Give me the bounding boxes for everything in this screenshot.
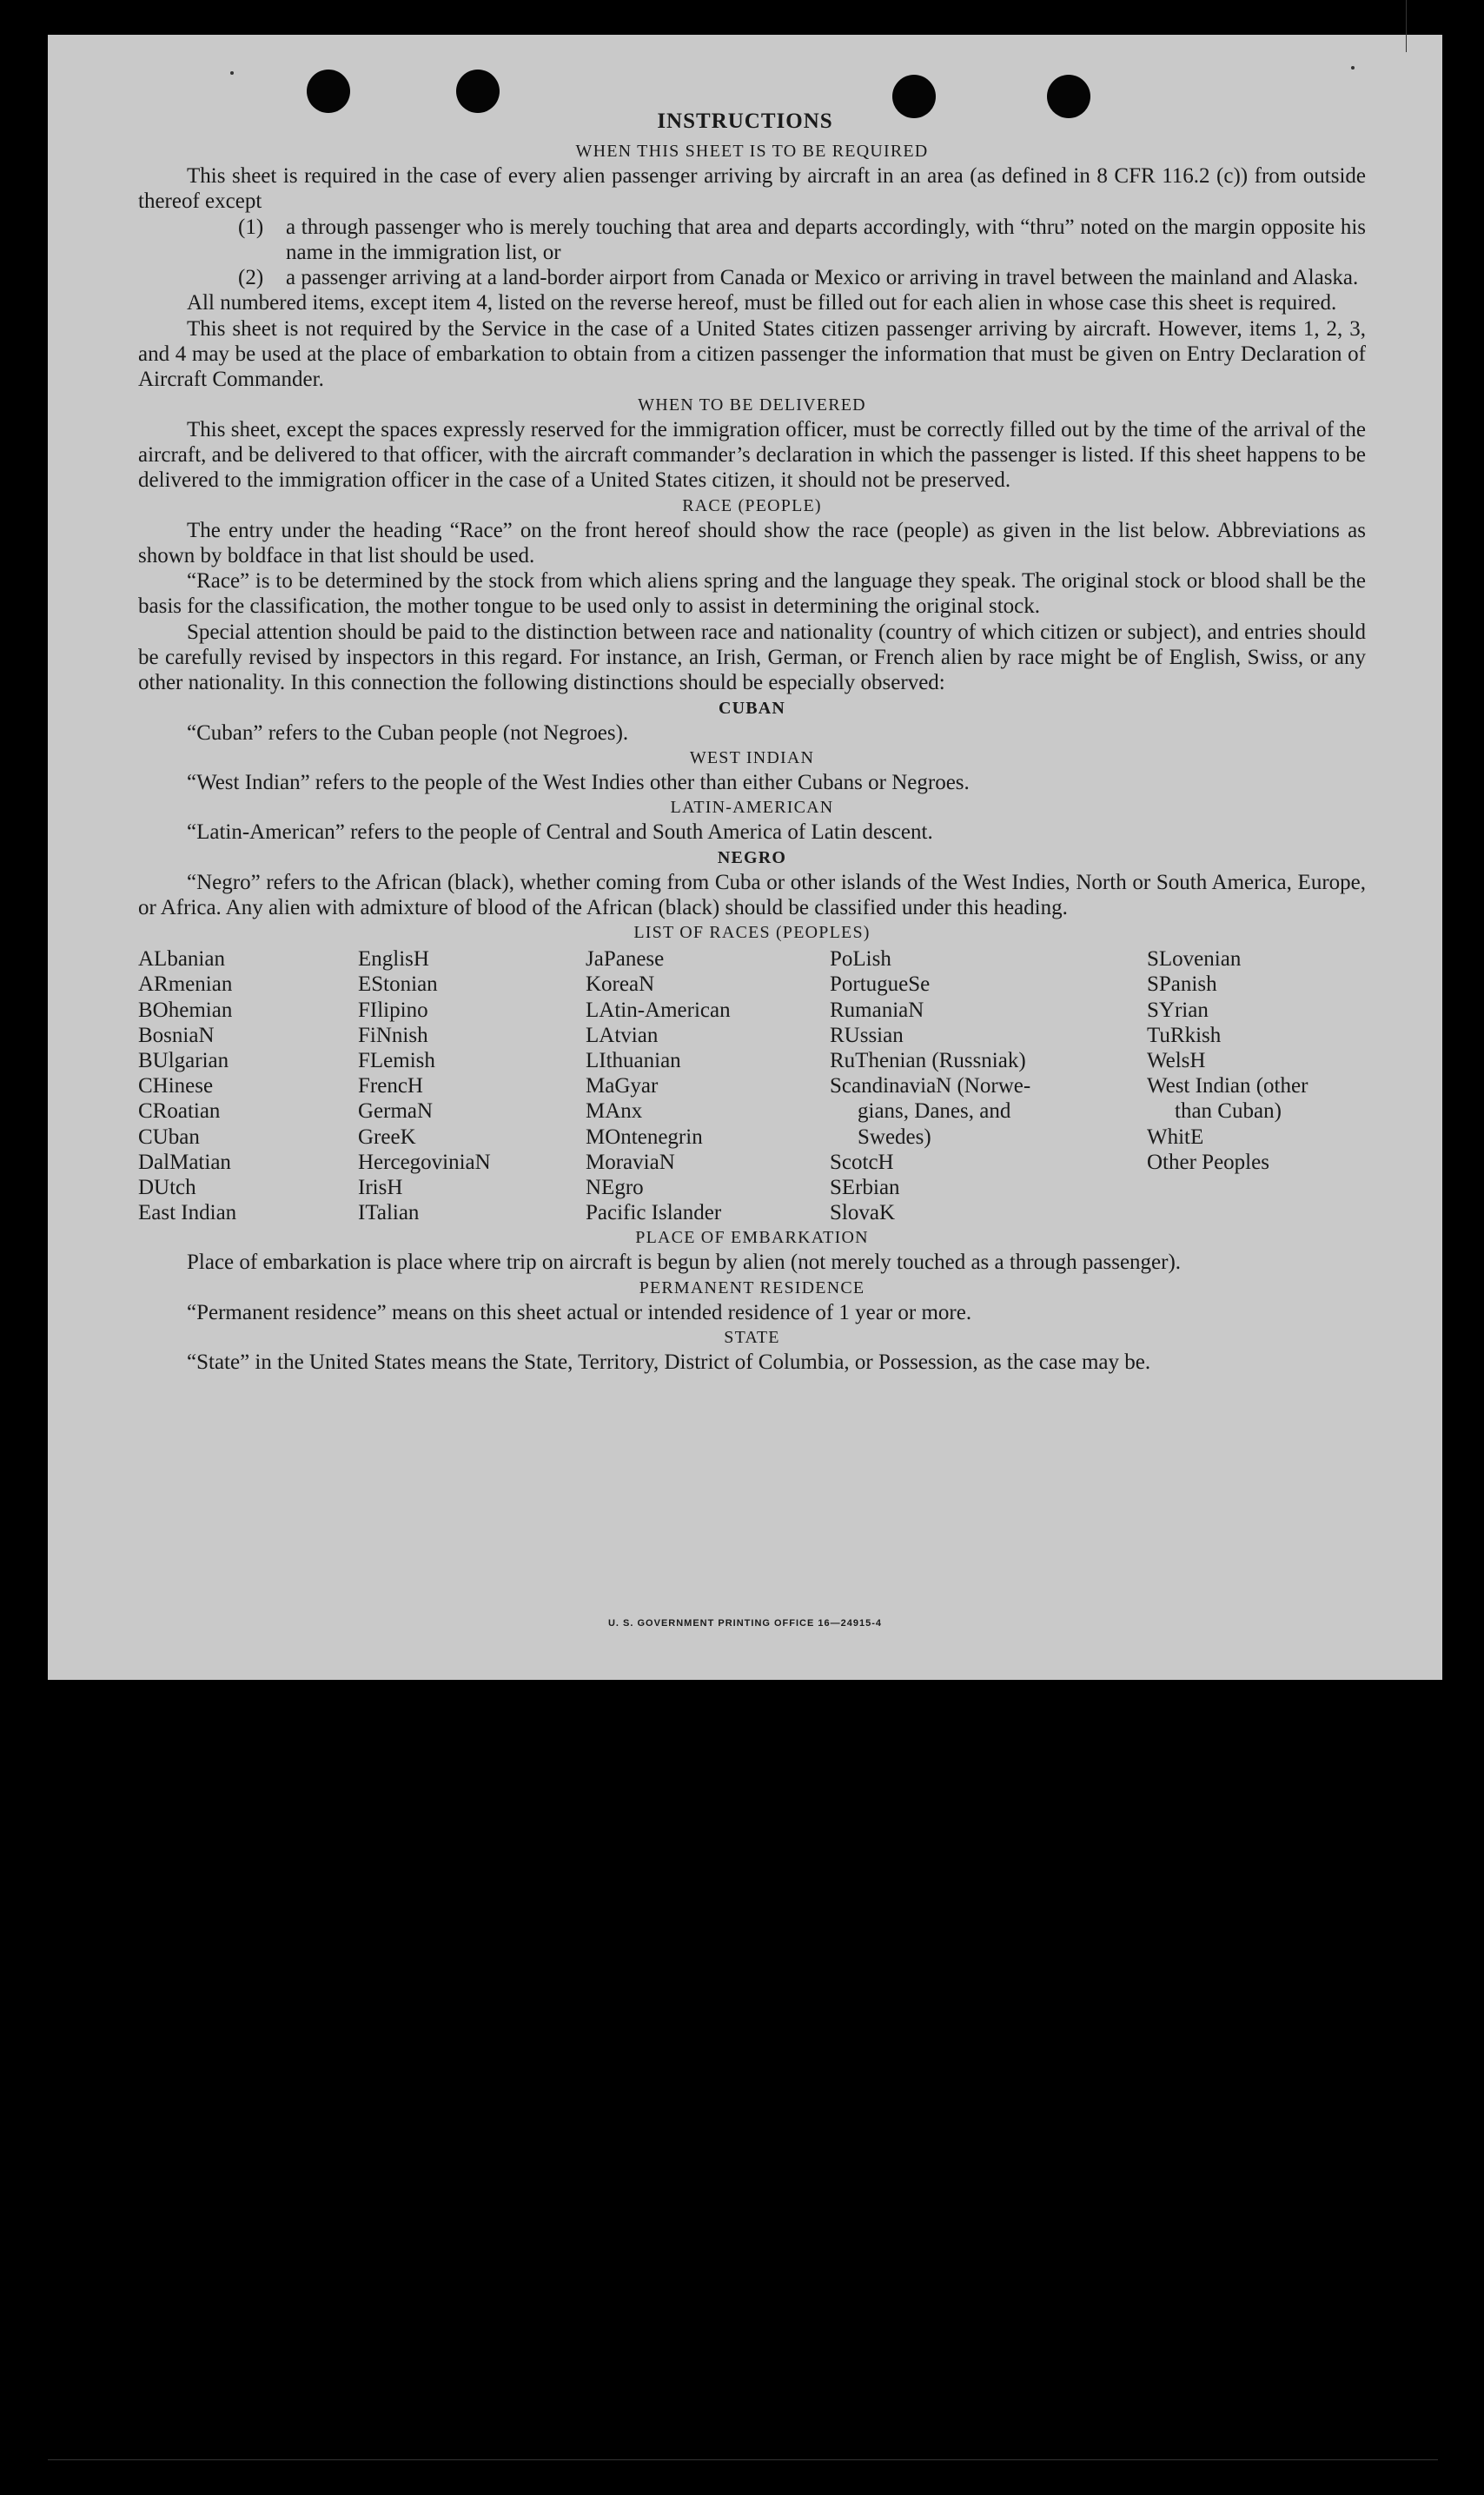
- race-entry: ITalian: [358, 1201, 420, 1225]
- race-entry: GermaN: [358, 1099, 434, 1124]
- race-entry: ScandinaviaN (Norwe-: [830, 1074, 1031, 1098]
- paragraph: Special attention should be paid to the distinction between race and nationality (country of which citizen or subject), and entries should be carefully revised by inspectors in this regard. For instance, an Irish, German, or French alien by race might be of English, Swiss, or any other nationality. In this connection the following distinctions should be especially observed:: [138, 620, 1366, 695]
- document-body: [138, 139, 1366, 1375]
- race-entry-continued: than Cuban): [1175, 1099, 1282, 1124]
- heading-when-delivered: WHEN TO BE DELIVERED: [638, 395, 866, 415]
- race-entry: CRoatian: [138, 1099, 221, 1124]
- item-text: a passenger arriving at a land-border airport from Canada or Mexico or arriving in travel between the mainland and Alaska.: [286, 266, 1359, 290]
- punch-hole: [307, 70, 350, 113]
- race-entry: EStonian: [358, 972, 438, 997]
- race-entry: FLemish: [358, 1048, 435, 1072]
- race-entry: FrencH: [358, 1074, 423, 1098]
- race-entry: LIthuanian: [586, 1048, 681, 1072]
- race-entry: BOhemian: [138, 998, 233, 1022]
- race-entry: DalMatian: [138, 1150, 231, 1174]
- heading-west-indian: WEST INDIAN: [689, 747, 815, 767]
- race-entry: West Indian (other: [1147, 1074, 1308, 1098]
- race-entry: SPanish: [1147, 972, 1217, 997]
- race-entry: SYrian: [1147, 998, 1209, 1022]
- scan-artifact-line: [1406, 0, 1407, 52]
- item-number: (1): [238, 215, 264, 239]
- race-entry: PortugueSe: [830, 972, 931, 997]
- speck: [230, 71, 234, 75]
- list-item: [238, 215, 1366, 266]
- heading-negro: NEGRO: [717, 847, 787, 867]
- item-text: a through passenger who is merely touching that area and departs accordingly, with “thru” noted on the margin opposite his name in the immigration list, or: [286, 215, 1366, 264]
- paragraph: This sheet is not required by the Service in the case of a United States citizen passenger arriving by aircraft. However, items 1, 2, 3, and 4 may be used at the place of embarkation to obtain from a citizen passenger the information that must be given on Entry Declaration of Aircraft Commander.: [138, 316, 1366, 392]
- paragraph: “State” in the United States means the State, Territory, District of Columbia, or Possession, as the case may be.: [187, 1350, 1151, 1374]
- race-entry: LAtvian: [586, 1023, 659, 1047]
- paragraph: “Permanent residence” means on this sheet actual or intended residence of 1 year or more.: [187, 1300, 972, 1324]
- race-entry: JaPanese: [586, 947, 665, 972]
- scan-artifact-line: [48, 2459, 1438, 2460]
- heading-state: STATE: [724, 1327, 780, 1347]
- races-column-2: [358, 946, 586, 1225]
- race-entry: EnglisH: [358, 947, 429, 972]
- race-entry: SErbian: [830, 1175, 900, 1199]
- race-entry: TuRkish: [1147, 1023, 1222, 1047]
- race-entry: LAtin-American: [586, 998, 731, 1022]
- race-entry: MOntenegrin: [586, 1125, 703, 1149]
- race-entry: SLovenian: [1147, 947, 1242, 972]
- paragraph: This sheet, except the spaces expressly reserved for the immigration officer, must be correctly filled out by the time of the arrival of the aircraft, and be delivered to that officer, with the aircraft commander’s declaration in which the passenger is listed. If this sheet happens to be delivered to the immigration officer in the case of a United States citizen, it should not be preserved.: [138, 417, 1366, 493]
- heading-when-required: WHEN THIS SHEET IS TO BE REQUIRED: [575, 142, 929, 161]
- paragraph: Place of embarkation is place where trip on aircraft is begun by alien (not merely touched as a through passenger).: [187, 1251, 1182, 1275]
- race-entry: NEgro: [586, 1175, 644, 1199]
- list-item: [238, 265, 1366, 290]
- heading-cuban: CUBAN: [718, 698, 786, 718]
- race-entry-continued: gians, Danes, and: [858, 1099, 1011, 1124]
- race-entry: CUban: [138, 1125, 200, 1149]
- heading-permanent-residence: PERMANENT RESIDENCE: [639, 1277, 865, 1297]
- race-entry: GreeK: [358, 1125, 416, 1149]
- races-column-4: [830, 946, 1147, 1225]
- paragraph: “Cuban” refers to the Cuban people (not Negroes).: [187, 720, 629, 745]
- races-list: [138, 946, 1366, 1225]
- race-entry: FiNnish: [358, 1023, 428, 1047]
- heading-list-of-races: LIST OF RACES (PEOPLES): [633, 923, 871, 943]
- race-entry: Pacific Islander: [586, 1201, 722, 1225]
- race-entry: WhitE: [1147, 1125, 1204, 1149]
- paragraph: “Race” is to be determined by the stock from which aliens spring and the language they speak. The original stock or blood shall be the basis for the classification, the mother tongue to be used only to assist in determining the original stock.: [138, 569, 1366, 619]
- heading-race: RACE (PEOPLE): [682, 495, 822, 515]
- race-entry: ALbanian: [138, 947, 225, 972]
- race-entry: BosniaN: [138, 1023, 215, 1047]
- race-entry: SlovaK: [830, 1201, 895, 1225]
- race-entry: CHinese: [138, 1074, 214, 1098]
- race-entry: IrisH: [358, 1175, 403, 1199]
- printer-imprint: U. S. GOVERNMENT PRINTING OFFICE 16—24915-4: [607, 1618, 882, 1629]
- paragraph: The entry under the heading “Race” on the front hereof should show the race (people) as given in the list below. Abbreviations as shown by boldface in that list should be used.: [138, 518, 1366, 567]
- heading-embarkation: PLACE OF EMBARKATION: [635, 1228, 869, 1248]
- race-entry: DUtch: [138, 1175, 196, 1199]
- race-entry: HercegoviniaN: [358, 1150, 491, 1174]
- races-column-5: [1147, 946, 1364, 1225]
- punch-hole: [456, 70, 500, 113]
- paragraph: This sheet is required in the case of every alien passenger arriving by aircraft in an area (as defined in 8 CFR 116.2 (c)) from outside thereof except: [138, 164, 1366, 214]
- race-entry-continued: Swedes): [858, 1125, 931, 1149]
- item-number: (2): [238, 266, 264, 290]
- races-column-1: [138, 946, 358, 1225]
- race-entry: Other Peoples: [1147, 1150, 1269, 1174]
- paragraph: All numbered items, except item 4, listed on the reverse hereof, must be filled out for each alien in whose case this sheet is required.: [187, 291, 1337, 315]
- paragraph: “West Indian” refers to the people of the West Indies other than either Cubans or Negroes.: [187, 770, 970, 794]
- race-entry: RUssian: [830, 1023, 904, 1047]
- document-sheet: [48, 35, 1442, 1680]
- race-entry: WelsH: [1147, 1048, 1206, 1072]
- heading-latin-american: LATIN-AMERICAN: [670, 798, 834, 818]
- race-entry: ARmenian: [138, 972, 233, 997]
- race-entry: PoLish: [830, 947, 891, 972]
- race-entry: RumaniaN: [830, 998, 924, 1022]
- speck: [1351, 66, 1355, 70]
- race-entry: BUlgarian: [138, 1048, 229, 1072]
- race-entry: MoraviaN: [586, 1150, 675, 1174]
- race-entry: MAnx: [586, 1099, 643, 1124]
- race-entry: RuThenian (Russniak): [830, 1048, 1026, 1072]
- race-entry: FIlipino: [358, 998, 428, 1022]
- paragraph: “Latin-American” refers to the people of Central and South America of Latin descent.: [187, 820, 933, 845]
- race-entry: MaGyar: [586, 1074, 659, 1098]
- paragraph: “Negro” refers to the African (black), whether coming from Cuba or other islands of the West Indies, North or South America, Europe, or Africa. Any alien with admixture of blood of the African (black) should be classified under this heading.: [138, 870, 1366, 919]
- race-entry: East Indian: [138, 1201, 237, 1225]
- document-title: INSTRUCTIONS: [657, 109, 833, 133]
- race-entry: ScotcH: [830, 1150, 894, 1174]
- races-column-3: [586, 946, 830, 1225]
- race-entry: KoreaN: [586, 972, 655, 997]
